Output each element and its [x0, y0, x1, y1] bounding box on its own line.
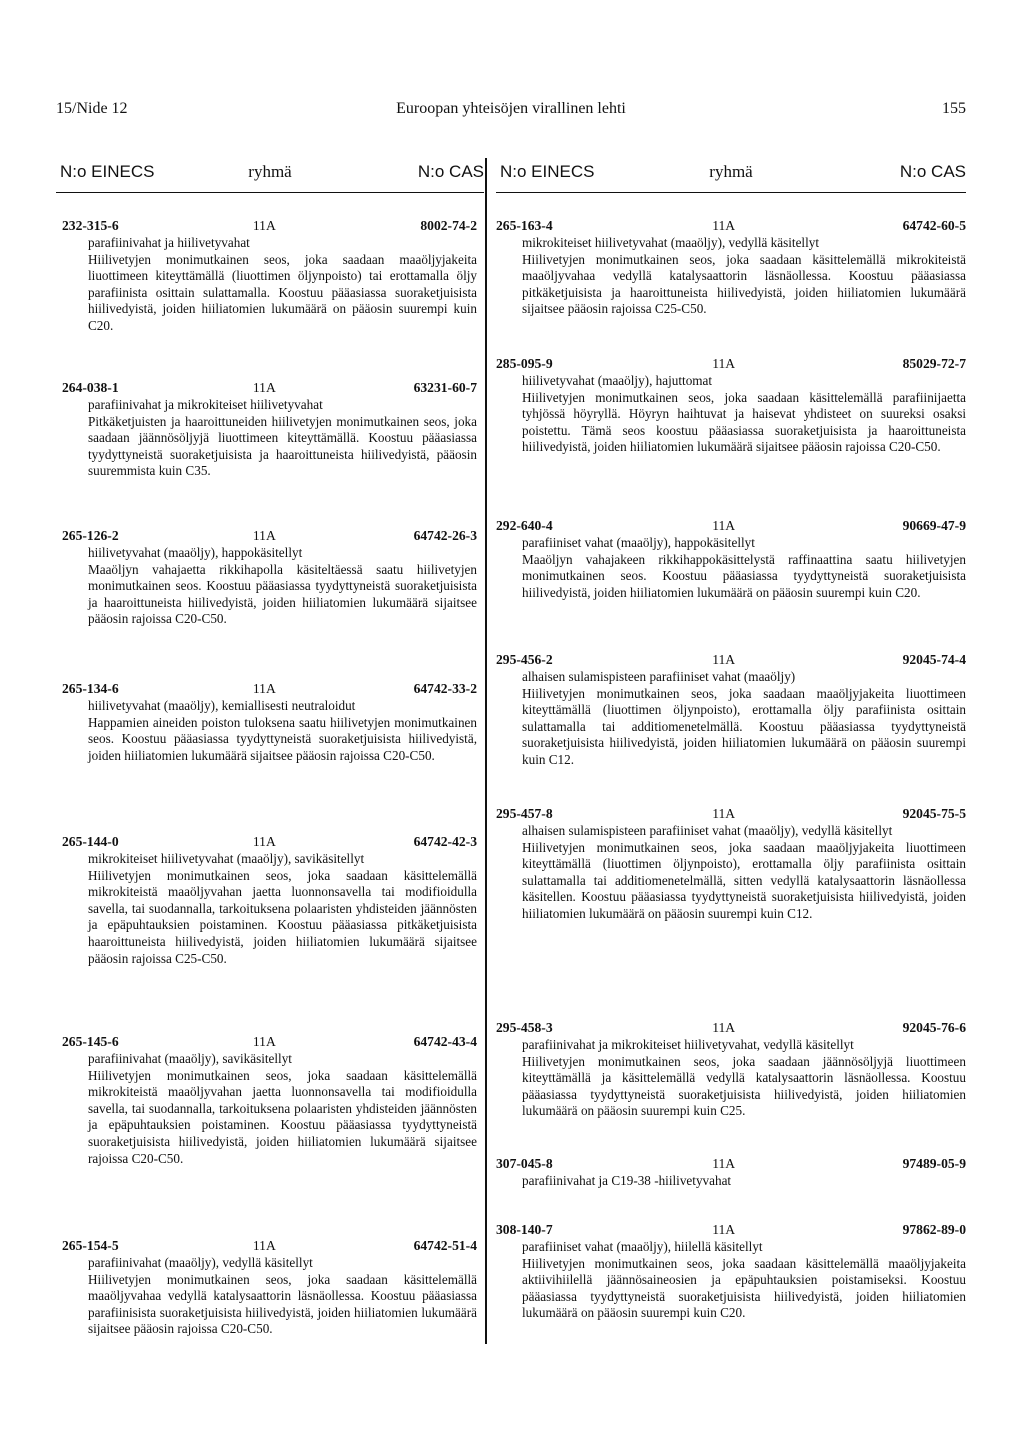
cas-number: 90669-47-9 [902, 518, 966, 533]
cas-number: 64742-60-5 [902, 218, 966, 233]
substance-entry [62, 1034, 477, 1167]
cas-number: 8002-74-2 [420, 218, 477, 233]
cas-number: 63231-60-7 [413, 380, 477, 395]
cas-number: 64742-42-3 [413, 834, 477, 849]
substance-name: parafiinivahat (maaöljy), savikäsitellyt [88, 1051, 292, 1066]
substance-name: parafiiniset vahat (maaöljy), hiilellä käsitellyt [522, 1239, 763, 1254]
cas-number: 97862-89-0 [902, 1222, 966, 1237]
substance-entry [62, 528, 477, 628]
substance-description: Hiilivetyjen monimutkainen seos, joka saadaan jäännösöljyjä liuottimeen kiteyttämällä ja käsittelemällä vedyllä katalysaattorin läsnäollessa. Koostuu pääasiassa tyydyttyneistä suoraketjuisista hiilivedyistä, joiden hiiliatomien lukumäärä on pääosin suurempi kuin C25. [522, 1053, 966, 1119]
einecs-number: 264-038-1 [62, 380, 119, 395]
cas-number: 64742-43-4 [413, 1034, 477, 1049]
substance-entry [496, 218, 966, 318]
substance-name: alhaisen sulamispisteen parafiiniset vahat (maaöljy), vedyllä käsitellyt [522, 823, 893, 838]
substance-name: parafiinivahat ja mikrokiteiset hiilivetyvahat [88, 397, 323, 412]
volume-label: 15/Nide 12 [56, 100, 128, 117]
substance-description: Hiilivetyjen monimutkainen seos, joka saadaan käsittelemällä parafiinijaetta tyhjössä höyryllä. Höyryn haihtuvat ja haisevat yhdisteet on suureksi osaksi poistettu. Tämä seos koostuu pääasiassa suoraketjuisista ja haaroittuneista hiilivedyistä, joiden hiiliatomien lukumäärä sijaitsee pääosin rajoissa C20-C50. [522, 389, 966, 455]
header-cas: N:o CAS [417, 162, 484, 181]
group-code: 11A [252, 834, 276, 849]
substance-entry [496, 518, 966, 601]
substance-description: Maaöljyn vahajakeen rikkihappokäsittelystä raffinaattina saatu hiilivetyjen monimutkainen seos. Koostuu pääasiassa tyydyttyneistä suoraketjuisista hiilivedyistä, joiden hiiliatomien lukumäärä on pääosin suurempi kuin C20. [522, 551, 966, 600]
cas-number: 85029-72-7 [902, 356, 966, 371]
substance-description: Hiilivetyjen monimutkainen seos, joka saadaan käsittelemällä mikrokiteistä maaöljyvahan jaetta luonnonsavella tai modifioidulla savella, tai suodannalla, tarkoituksena polaaristen yhdisteiden jäännösten ja epäpuhtauksien poistaminen. Koostuu pääasiassa tyydyttyneistä suoraketjuisista hiilivedyistä, joiden hiiliatomien lukumäärä sijaitsee rajoissa C20-C50. [88, 1067, 477, 1166]
einecs-number: 265-134-6 [62, 681, 119, 696]
substance-description: Maaöljyn vahajaetta rikkihapolla käsiteltäessä saatu hiilivetyjen monimutkainen seos. Koostuu pääasiassa tyydyttyneistä suoraketjuisista ja haaroittuneista hiilivedyistä, joiden hiiliatomien lukumäärä sijaitsee pääosin rajoissa C20-C50. [88, 561, 477, 627]
substance-entry [62, 681, 477, 764]
substance-description: Hiilivetyjen monimutkainen seos, joka saadaan käsittelemällä maaöljyvahaa vedyllä katalysaattorin läsnäollessa. Koostuu pääasiassa parafiinisista suoraketjuisista hiilivedyistä, joiden hiiliatomien lukumäärä sijaitsee pääosin rajoissa C20-C50. [88, 1271, 477, 1337]
group-code: 11A [712, 356, 736, 371]
einecs-number: 265-154-5 [62, 1238, 119, 1253]
cas-number: 64742-26-3 [413, 528, 477, 543]
cas-number: 92045-76-6 [902, 1020, 966, 1035]
substance-description: Hiilivetyjen monimutkainen seos, joka saadaan maaöljyjakeita liuottimeen kiteyttämällä (liuottimen öljynpoisto), erottamalla öljy parafiinista osittain sulattamalla tai additiomenetelmällä, sitten vedyllä katalysaattorin läsnäollessa käsitellen. Koostuu pääasiassa tyydyttyneistä suoraketjuisista hiilivedyistä, joiden hiiliatomien lukumäärä on pääosin suurempi kuin C12. [522, 839, 966, 921]
cas-number: 64742-51-4 [413, 1238, 477, 1253]
group-code: 11A [252, 1034, 276, 1049]
substance-entry [62, 834, 477, 967]
group-code: 11A [252, 681, 276, 696]
einecs-number: 265-126-2 [62, 528, 119, 543]
substance-description: Hiilivetyjen monimutkainen seos, joka saadaan käsittelemällä maaöljyjakeita aktiivihiilellä jäännösaineosien ja epäpuhtauksien poistamiseksi. Koostuu pääasiassa tyydyttyneistä suoraketjuisista hiilivedyistä, joiden hiiliatomien lukumäärä on pääosin suurempi kuin C20. [522, 1255, 966, 1321]
einecs-number: 295-458-3 [496, 1020, 553, 1035]
substance-name: parafiinivahat ja mikrokiteiset hiilivetyvahat, vedyllä käsitellyt [522, 1037, 854, 1052]
substance-description: Happamien aineiden poiston tuloksena saatu hiilivetyjen monimutkainen seos. Koostuu pääasiassa tyydyttyneistä suoraketjuisista hiilivedyistä, joiden hiiliatomien lukumäärä sijaitsee pääosin rajoissa C20-C50. [88, 714, 477, 763]
substance-description: Hiilivetyjen monimutkainen seos, joka saadaan maaöljyjakeita liuottimeen kiteyttämällä (liuottimen öljynpoisto) tai erottamalla öljy parafiinista osittain sulattamalla. Koostuu pääasiassa suoraketjuisista hiilivedyistä, joiden hiiliatomien lukumäärä on pääosin suurempi kuin C20. [88, 251, 477, 333]
einecs-number: 265-145-6 [62, 1034, 119, 1049]
substance-name: alhaisen sulamispisteen parafiiniset vahat (maaöljy) [522, 669, 796, 684]
substance-name: hiilivetyvahat (maaöljy), hajuttomat [522, 373, 713, 388]
journal-title: Euroopan yhteisöjen virallinen lehti [396, 100, 626, 117]
substance-description: Pitkäketjuisten ja haaroittuneiden hiilivetyjen monimutkainen seos, joka saadaan jäännösöljyjä liuottimeen kiteyttämällä. Koostuu pääasiassa tyydyttyneistä suoraketjuisista ja haaroittuneista hiilivedyistä, pääosin suuremmista kuin C35. [88, 413, 477, 479]
substance-name: parafiiniset vahat (maaöljy), happokäsitellyt [522, 535, 755, 550]
substance-entry [496, 652, 966, 769]
substance-name: hiilivetyvahat (maaöljy), kemiallisesti neutraloidut [88, 698, 356, 713]
substance-entry [496, 806, 966, 923]
header-einecs: N:o EINECS [60, 162, 155, 181]
substance-entry [496, 1020, 966, 1120]
substance-name: mikrokiteiset hiilivetyvahat (maaöljy), savikäsitellyt [88, 851, 365, 866]
substance-description: Hiilivetyjen monimutkainen seos, joka saadaan käsittelemällä mikrokiteistä maaöljyvahaa vedyllä katalysaattorin läsnäollessa. Koostuu pääasiassa pitkäketjuisista ja haaroittuneista hiilivedyistä, joiden hiiliatomien lukumäärä sijaitsee pääosin rajoissa C25-C50. [522, 251, 966, 317]
header-cas: N:o CAS [899, 162, 966, 181]
einecs-number: 292-640-4 [496, 518, 553, 533]
group-code: 11A [712, 1222, 736, 1237]
column-divider [485, 158, 487, 1344]
group-code: 11A [252, 528, 276, 543]
substance-name: parafiinivahat ja hiilivetyvahat [88, 235, 250, 250]
einecs-number: 232-315-6 [62, 218, 119, 233]
substance-description: Hiilivetyjen monimutkainen seos, joka saadaan käsittelemällä mikrokiteistä maaöljyvahan jaetta luonnonsavella tai modifioidulla savella, tai suodannalla, tarkoituksena polaaristen yhdisteiden jäännösten ja epäpuhtauksien poistaminen. Koostuu pääasiassa pitkäketjuisista haaroittuneista hiilivedyistä, joiden hiiliatomien lukumäärä sijaitsee pääosin rajoissa C25-C50. [88, 867, 477, 966]
einecs-number: 295-457-8 [496, 806, 553, 821]
substance-name: parafiinivahat (maaöljy), vedyllä käsitellyt [88, 1255, 313, 1270]
header-group: ryhmä [248, 162, 292, 181]
substance-entry [62, 1238, 477, 1338]
substance-entry [62, 380, 477, 480]
group-code: 11A [712, 652, 736, 667]
running-head [56, 100, 966, 122]
header-group: ryhmä [709, 162, 753, 181]
group-code: 11A [252, 1238, 276, 1253]
group-code: 11A [712, 518, 736, 533]
cas-number: 92045-74-4 [902, 652, 966, 667]
cas-number: 92045-75-5 [902, 806, 966, 821]
einecs-number: 307-045-8 [496, 1156, 553, 1171]
cas-number: 64742-33-2 [413, 681, 477, 696]
group-code: 11A [712, 218, 736, 233]
einecs-number: 265-163-4 [496, 218, 553, 233]
group-code: 11A [252, 380, 276, 395]
column-header-left [56, 158, 484, 193]
cas-number: 97489-05-9 [902, 1156, 966, 1171]
group-code: 11A [712, 806, 736, 821]
substance-name: hiilivetyvahat (maaöljy), happokäsitellyt [88, 545, 303, 560]
page-number: 155 [942, 100, 966, 117]
column-header-right [496, 158, 966, 193]
einecs-number: 308-140-7 [496, 1222, 553, 1237]
einecs-number: 285-095-9 [496, 356, 553, 371]
substance-entry [62, 218, 477, 335]
substance-entry [496, 1222, 966, 1322]
substance-name: mikrokiteiset hiilivetyvahat (maaöljy), vedyllä käsitellyt [522, 235, 820, 250]
group-code: 11A [252, 218, 276, 233]
substance-name: parafiinivahat ja C19-38 -hiilivetyvahat [522, 1173, 732, 1188]
substance-entry [496, 356, 966, 456]
group-code: 11A [712, 1020, 736, 1035]
group-code: 11A [712, 1156, 736, 1171]
header-einecs: N:o EINECS [500, 162, 595, 181]
einecs-number: 295-456-2 [496, 652, 553, 667]
substance-entry [496, 1156, 966, 1190]
substance-description: Hiilivetyjen monimutkainen seos, joka saadaan maaöljyjakeita liuottimeen kiteyttämällä (liuottimen öljynpoisto), erottamalla öljy parafiinista osittain sulattamalla tai additiomenetelmällä. Koostuu pääasiassa tyydyttyneistä suoraketjuisista hiilivedyistä, joiden hiiliatomien lukumäärä on pääosin suurempi kuin C12. [522, 685, 966, 767]
einecs-number: 265-144-0 [62, 834, 119, 849]
